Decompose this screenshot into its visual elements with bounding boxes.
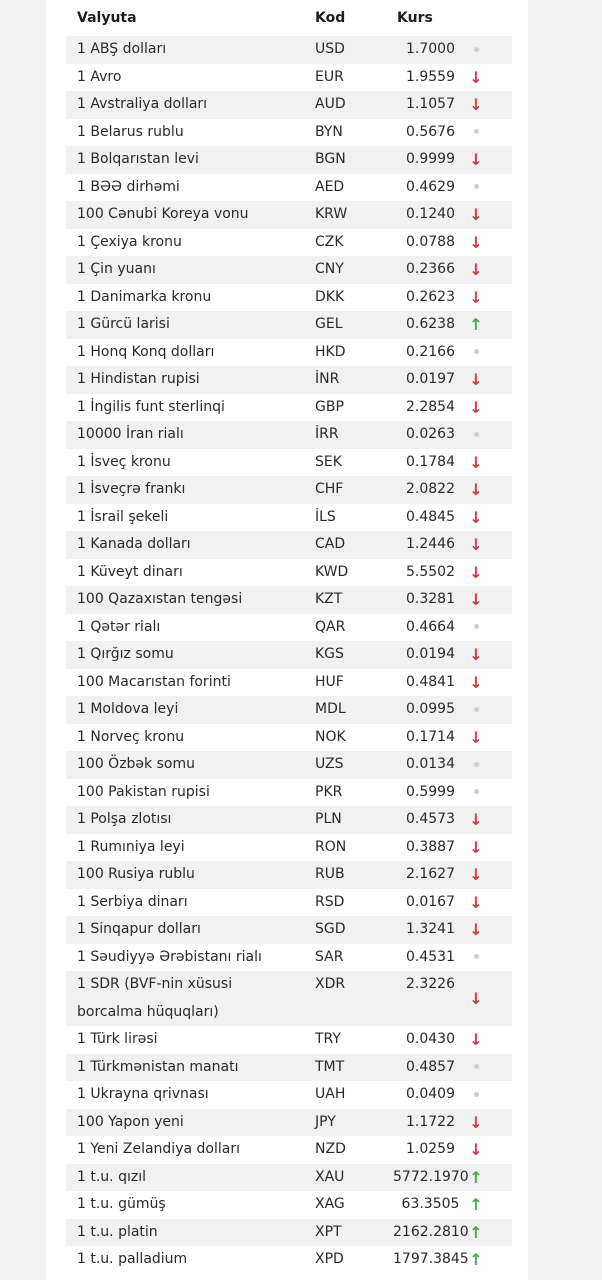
currency-code: CNY bbox=[315, 261, 344, 277]
arrow-down-icon: ↓ bbox=[469, 507, 483, 527]
currency-name: 1 Çin yuanı bbox=[77, 261, 156, 277]
table-row bbox=[66, 724, 512, 752]
currency-rate: 1.2446 bbox=[406, 536, 455, 552]
arrow-down-icon: ↓ bbox=[469, 1030, 483, 1049]
dot-icon bbox=[466, 696, 486, 724]
currency-code: SAR bbox=[315, 948, 344, 965]
currency-name: 1 Səudiyyə Ərəbistanı rialı bbox=[77, 948, 262, 965]
currency-code: NZD bbox=[315, 1141, 346, 1157]
currency-rate: 0.0197 bbox=[406, 371, 455, 387]
currency-code: PKR bbox=[315, 783, 343, 800]
currency-rate: 0.6238 bbox=[406, 316, 455, 332]
arrow-down-icon: ↓ bbox=[469, 150, 483, 169]
currency-rate: 0.5999 bbox=[406, 783, 455, 800]
currency-rate: 2.3226 bbox=[406, 976, 455, 992]
table-row bbox=[66, 339, 512, 367]
currency-name: 1 Norveç kronu bbox=[77, 728, 185, 745]
table-row bbox=[66, 311, 512, 339]
currency-name: 1 t.u. platin bbox=[77, 1223, 158, 1240]
table-row bbox=[66, 559, 512, 587]
currency-code: EUR bbox=[315, 68, 344, 85]
currency-name: 1 Çexiya kronu bbox=[77, 233, 182, 250]
currency-rate: 0.0409 bbox=[406, 1086, 455, 1102]
currency-rate: 1797.3845 bbox=[393, 1251, 469, 1267]
table-row bbox=[66, 91, 512, 119]
currency-rate: 0.1714 bbox=[406, 728, 455, 745]
arrow-down-icon: ↓ bbox=[469, 205, 483, 224]
currency-rate: 1.9559 bbox=[406, 68, 455, 85]
arrow-down-icon: ↓ bbox=[469, 562, 483, 582]
dot-icon bbox=[466, 174, 486, 202]
currency-rate: 1.1722 bbox=[406, 1113, 455, 1130]
currency-rate: 63.3505 bbox=[401, 1196, 460, 1212]
currency-name: 1 Gürcü larisi bbox=[77, 316, 170, 332]
currency-code: CZK bbox=[315, 233, 344, 250]
arrow-down-icon: ↓ bbox=[469, 260, 483, 279]
currency-rate: 0.3281 bbox=[406, 591, 455, 607]
header-currency: Valyuta bbox=[77, 10, 137, 26]
currency-rate: 0.1784 bbox=[406, 453, 455, 470]
currency-name: 1 Kanada dolları bbox=[77, 536, 191, 552]
arrow-up-icon: ↑ bbox=[469, 1195, 483, 1214]
currency-name: 1 Polşa zlotısı bbox=[77, 811, 172, 827]
currency-rate: 0.0194 bbox=[406, 646, 455, 662]
currency-name: 1 Yeni Zelandiya dolları bbox=[77, 1141, 240, 1157]
table-row bbox=[66, 1026, 512, 1054]
table-row bbox=[66, 1246, 512, 1274]
currency-code: XAG bbox=[315, 1196, 345, 1212]
currency-code: BGN bbox=[315, 151, 346, 167]
table-header bbox=[66, 0, 512, 36]
table-row bbox=[66, 229, 512, 257]
arrow-up-icon: ↑ bbox=[469, 1167, 483, 1187]
table-row bbox=[66, 1109, 512, 1137]
currency-name: 100 Yapon yeni bbox=[77, 1113, 184, 1130]
table-row bbox=[66, 504, 512, 532]
currency-name: 1 Küveyt dinarı bbox=[77, 563, 183, 580]
currency-code: NOK bbox=[315, 728, 346, 745]
currency-code: TRY bbox=[315, 1031, 341, 1047]
table-row bbox=[66, 641, 512, 669]
table-row bbox=[66, 64, 512, 92]
dot-icon bbox=[466, 614, 486, 642]
currency-name: 1 Qətər rialı bbox=[77, 618, 161, 635]
currency-name: 1 İsveç kronu bbox=[77, 453, 171, 470]
table-row bbox=[66, 366, 512, 394]
dot-icon bbox=[466, 36, 486, 64]
currency-code: XDR bbox=[315, 976, 346, 992]
currency-rate: 0.4841 bbox=[406, 673, 455, 690]
currency-code: İRR bbox=[315, 426, 339, 442]
currency-rate: 2.2854 bbox=[406, 398, 455, 415]
currency-name: 1 Hindistan rupisi bbox=[77, 371, 200, 387]
currency-code: İLS bbox=[315, 508, 336, 525]
table-row bbox=[66, 669, 512, 697]
table-row bbox=[66, 449, 512, 477]
table-row bbox=[66, 146, 512, 174]
arrow-down-icon: ↓ bbox=[469, 892, 483, 912]
header-rate: Kurs bbox=[397, 10, 433, 26]
currency-code: QAR bbox=[315, 618, 346, 635]
dot-icon bbox=[466, 339, 486, 367]
currency-name: 1 İsrail şekeli bbox=[77, 508, 169, 525]
currency-code: XPD bbox=[315, 1251, 344, 1267]
arrow-down-icon: ↓ bbox=[469, 989, 483, 1008]
currency-rate: 0.0788 bbox=[406, 233, 455, 250]
table-row bbox=[66, 1081, 512, 1109]
currency-code: MDL bbox=[315, 701, 346, 717]
dot-icon bbox=[466, 1081, 486, 1109]
arrow-down-icon: ↓ bbox=[469, 590, 483, 609]
currency-code: XAU bbox=[315, 1168, 345, 1185]
arrow-down-icon: ↓ bbox=[469, 535, 483, 554]
table-row bbox=[66, 1164, 512, 1192]
currency-rate: 5.5502 bbox=[406, 563, 455, 580]
currency-name: 100 Cənubi Koreya vonu bbox=[77, 206, 249, 222]
dot-icon bbox=[466, 944, 486, 972]
table-row bbox=[66, 1054, 512, 1082]
currency-code: DKK bbox=[315, 288, 345, 305]
currency-rate: 0.2366 bbox=[406, 261, 455, 277]
currency-name: 1 t.u. palladium bbox=[77, 1251, 188, 1267]
currency-name: 1 Bolqarıstan levi bbox=[77, 151, 199, 167]
currency-code: KZT bbox=[315, 591, 343, 607]
currency-name: 1 Sinqapur dolları bbox=[77, 921, 201, 937]
table-row bbox=[66, 614, 512, 642]
currency-code: BYN bbox=[315, 123, 343, 140]
arrow-down-icon: ↓ bbox=[469, 95, 483, 114]
currency-rates-table bbox=[66, 0, 512, 1274]
currency-name: 1 İngilis funt sterlinqi bbox=[77, 398, 225, 415]
table-row bbox=[66, 779, 512, 807]
arrow-down-icon: ↓ bbox=[469, 727, 483, 747]
currency-name: 1 t.u. qızıl bbox=[77, 1168, 146, 1185]
table-body bbox=[66, 36, 512, 1274]
currency-name: 1 Serbiya dinarı bbox=[77, 893, 188, 910]
currency-name: 1 Türkmənistan manatı bbox=[77, 1058, 239, 1075]
currency-code: RUB bbox=[315, 866, 345, 882]
currency-rate: 0.0134 bbox=[406, 756, 455, 772]
currency-name: 1 Moldova leyi bbox=[77, 701, 179, 717]
currency-rate: 0.1240 bbox=[406, 206, 455, 222]
currency-code: SEK bbox=[315, 453, 342, 470]
currency-rate: 0.0263 bbox=[406, 426, 455, 442]
currency-name: 10000 İran rialı bbox=[77, 426, 184, 442]
table-row bbox=[66, 971, 512, 1026]
table-row bbox=[66, 256, 512, 284]
currency-rate: 5772.1970 bbox=[393, 1168, 469, 1185]
currency-code: JPY bbox=[315, 1113, 336, 1130]
table-row bbox=[66, 284, 512, 312]
currency-code: UZS bbox=[315, 756, 344, 772]
currency-code: AED bbox=[315, 178, 345, 195]
table-row bbox=[66, 476, 512, 504]
currency-code: USD bbox=[315, 41, 345, 57]
table-row bbox=[66, 174, 512, 202]
currency-code: SGD bbox=[315, 921, 346, 937]
currency-name: 1 Türk lirəsi bbox=[77, 1031, 158, 1047]
currency-rate: 0.3887 bbox=[406, 838, 455, 855]
currency-name: 100 Özbək somu bbox=[77, 756, 195, 772]
currency-code: KWD bbox=[315, 563, 349, 580]
table-row bbox=[66, 834, 512, 862]
arrow-down-icon: ↓ bbox=[469, 865, 483, 884]
table-row bbox=[66, 586, 512, 614]
arrow-down-icon: ↓ bbox=[469, 672, 483, 692]
currency-name: 1 SDR (BVF-nin xüsusi borcalma hüquqları) bbox=[77, 976, 233, 1020]
arrow-down-icon: ↓ bbox=[469, 370, 483, 389]
currency-code: HUF bbox=[315, 673, 344, 690]
arrow-down-icon: ↓ bbox=[469, 1140, 483, 1159]
currency-rate: 0.0995 bbox=[406, 701, 455, 717]
currency-rate: 0.4664 bbox=[406, 618, 455, 635]
currency-code: RON bbox=[315, 838, 347, 855]
currency-name: 1 Belarus rublu bbox=[77, 123, 184, 140]
currency-rate: 1.7000 bbox=[406, 41, 455, 57]
currency-rate: 2162.2810 bbox=[393, 1223, 469, 1240]
currency-name: 1 Ukrayna qrivnası bbox=[77, 1086, 209, 1102]
currency-code: KGS bbox=[315, 646, 344, 662]
arrow-up-icon: ↑ bbox=[469, 315, 483, 334]
table-row bbox=[66, 916, 512, 944]
currency-name: 1 Honq Konq dolları bbox=[77, 343, 215, 360]
currency-code: CAD bbox=[315, 536, 346, 552]
currency-name: 100 Qazaxıstan tengəsi bbox=[77, 591, 243, 607]
currency-code: CHF bbox=[315, 481, 344, 497]
currency-name: 1 BƏƏ dirhəmi bbox=[77, 178, 180, 195]
table-row bbox=[66, 421, 512, 449]
currency-rate: 0.5676 bbox=[406, 123, 455, 140]
currency-name: 1 t.u. gümüş bbox=[77, 1196, 166, 1212]
currency-name: 1 Avstraliya dolları bbox=[77, 96, 208, 112]
arrow-up-icon: ↑ bbox=[469, 1250, 483, 1269]
currency-rate: 0.0430 bbox=[406, 1031, 455, 1047]
table-row bbox=[66, 751, 512, 779]
currency-code: TMT bbox=[315, 1058, 345, 1075]
table-row bbox=[66, 944, 512, 972]
table-row bbox=[66, 1191, 512, 1219]
currency-rate: 0.4531 bbox=[406, 948, 455, 965]
currency-name: 100 Macarıstan forinti bbox=[77, 673, 231, 690]
currency-name: 1 Avro bbox=[77, 68, 122, 85]
currency-rate: 0.9999 bbox=[406, 151, 455, 167]
currency-rate: 0.4845 bbox=[406, 508, 455, 525]
currency-code: GBP bbox=[315, 398, 344, 415]
table-row bbox=[66, 861, 512, 889]
arrow-up-icon: ↑ bbox=[469, 1222, 483, 1242]
currency-code: İNR bbox=[315, 371, 340, 387]
currency-name: 1 İsveçrə frankı bbox=[77, 481, 186, 497]
currency-code: PLN bbox=[315, 811, 342, 827]
currency-rate: 0.2623 bbox=[406, 288, 455, 305]
currency-rate: 0.4629 bbox=[406, 178, 455, 195]
currency-code: XPT bbox=[315, 1223, 342, 1240]
arrow-down-icon: ↓ bbox=[469, 810, 483, 829]
table-row bbox=[66, 1136, 512, 1164]
table-row bbox=[66, 394, 512, 422]
currency-name: 100 Rusiya rublu bbox=[77, 866, 195, 882]
table-row bbox=[66, 889, 512, 917]
currency-rate: 1.1057 bbox=[406, 96, 455, 112]
currency-code: HKD bbox=[315, 343, 346, 360]
dot-icon bbox=[466, 751, 486, 779]
dot-icon bbox=[466, 779, 486, 807]
arrow-down-icon: ↓ bbox=[469, 397, 483, 417]
table-row bbox=[66, 1219, 512, 1247]
currency-rate: 1.3241 bbox=[406, 921, 455, 937]
arrow-down-icon: ↓ bbox=[469, 67, 483, 87]
currency-code: UAH bbox=[315, 1086, 346, 1102]
currency-rate: 0.4857 bbox=[406, 1058, 455, 1075]
table-row bbox=[66, 696, 512, 724]
table-row bbox=[66, 806, 512, 834]
table-row bbox=[66, 36, 512, 64]
currency-name: 100 Pakistan rupisi bbox=[77, 783, 210, 800]
currency-code: RSD bbox=[315, 893, 345, 910]
currency-rate: 0.2166 bbox=[406, 343, 455, 360]
currency-rate: 2.1627 bbox=[406, 866, 455, 882]
arrow-down-icon: ↓ bbox=[469, 287, 483, 307]
table-row bbox=[66, 531, 512, 559]
currency-rate: 0.4573 bbox=[406, 811, 455, 827]
arrow-down-icon: ↓ bbox=[469, 480, 483, 499]
arrow-down-icon: ↓ bbox=[469, 1112, 483, 1132]
currency-code: GEL bbox=[315, 316, 343, 332]
table-row bbox=[66, 201, 512, 229]
currency-name: 1 ABŞ dolları bbox=[77, 41, 167, 57]
currency-rate: 2.0822 bbox=[406, 481, 455, 497]
dot-icon bbox=[466, 119, 486, 147]
currency-rate: 1.0259 bbox=[406, 1141, 455, 1157]
arrow-down-icon: ↓ bbox=[469, 452, 483, 472]
currency-name: 1 Rumıniya leyi bbox=[77, 838, 185, 855]
arrow-down-icon: ↓ bbox=[469, 837, 483, 857]
arrow-down-icon: ↓ bbox=[469, 645, 483, 664]
header-code: Kod bbox=[315, 10, 346, 26]
table-row bbox=[66, 119, 512, 147]
dot-icon bbox=[466, 1054, 486, 1082]
arrow-down-icon: ↓ bbox=[469, 232, 483, 252]
currency-rate: 0.0167 bbox=[406, 893, 455, 910]
currency-code: KRW bbox=[315, 206, 348, 222]
currency-name: 1 Qırğız somu bbox=[77, 646, 174, 662]
dot-icon bbox=[466, 421, 486, 449]
currency-code: AUD bbox=[315, 96, 346, 112]
currency-name: 1 Danimarka kronu bbox=[77, 288, 212, 305]
arrow-down-icon: ↓ bbox=[469, 920, 483, 939]
